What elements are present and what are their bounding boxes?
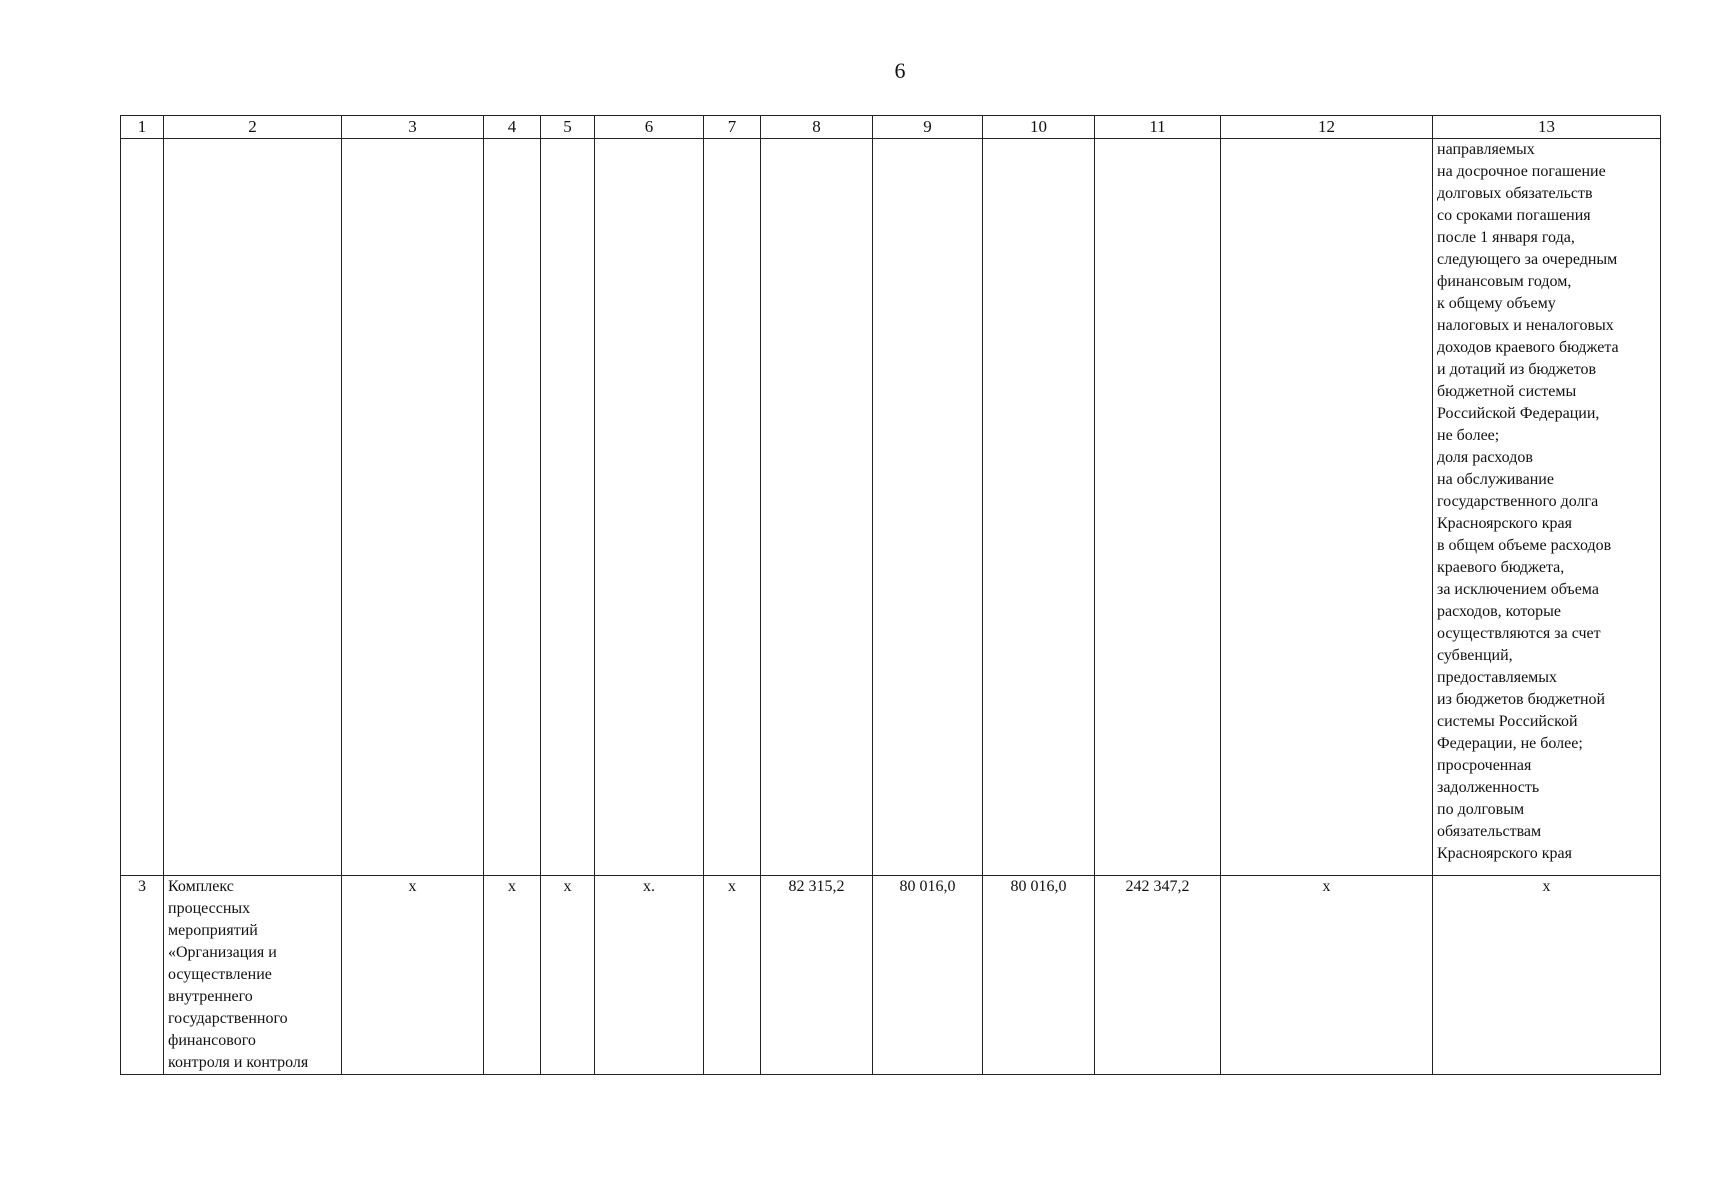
column-header: 10 (983, 116, 1095, 139)
table-cell (761, 139, 873, 876)
header-row (121, 116, 1661, 139)
table-cell (1095, 139, 1221, 876)
column-header: 12 (1221, 116, 1433, 139)
table-cell (704, 139, 761, 876)
column-header: 11 (1095, 116, 1221, 139)
column-header: 7 (704, 116, 761, 139)
column-header: 6 (595, 116, 704, 139)
table-cell (873, 139, 983, 876)
column-header: 5 (541, 116, 595, 139)
column-header: 3 (342, 116, 484, 139)
program-name-cell: Комплекс процессных мероприятий «Организация и осуществление внутреннего государственного финансового контроля и контроля (164, 876, 342, 1075)
column-header: 1 (121, 116, 164, 139)
table-cell (342, 139, 484, 876)
column-header: 4 (484, 116, 541, 139)
row-number-cell: 3 (121, 876, 164, 1075)
table-cell: х (342, 876, 484, 1075)
column-header: 8 (761, 116, 873, 139)
indicator-description-cell: направляемых на досрочное погашение долговых обязательств со сроками погашения после 1 января года, следующего за очередным финансовым годом, к общему объему налоговых и неналоговых доходов краевого бюджета и дотаций из бюджетов бюджетной системы Российской Федерации, не более; доля расходов на обслуживание государственного долга Красноярского края в общем объеме расходов краевого бюджета, за исключением объема расходов, которые осуществляются за счет субвенций, предоставляемых из бюджетов бюджетной системы Российской Федерации, не более; просроченная задолженность по долговым обязательствам Красноярского края (1433, 139, 1661, 876)
table-cell (484, 139, 541, 876)
table-cell: х (541, 876, 595, 1075)
table-cell (121, 139, 164, 876)
table-cell (164, 139, 342, 876)
table-row (121, 139, 1661, 876)
amount-cell: 82 315,2 (761, 876, 873, 1075)
table-cell (1221, 139, 1433, 876)
amount-cell: 80 016,0 (983, 876, 1095, 1075)
table-row (121, 876, 1661, 1075)
column-header: 9 (873, 116, 983, 139)
table-cell: х. (595, 876, 704, 1075)
table-cell: х (1221, 876, 1433, 1075)
table-cell (595, 139, 704, 876)
page-number: 6 (894, 58, 906, 83)
total-amount-cell: 242 347,2 (1095, 876, 1221, 1075)
table-cell (983, 139, 1095, 876)
column-header: 2 (164, 116, 342, 139)
table-cell: х (1433, 876, 1661, 1075)
table-cell (541, 139, 595, 876)
column-header: 13 (1433, 116, 1661, 139)
table-cell: х (484, 876, 541, 1075)
amount-cell: 80 016,0 (873, 876, 983, 1075)
budget-table (120, 115, 1661, 1075)
table-cell: х (704, 876, 761, 1075)
